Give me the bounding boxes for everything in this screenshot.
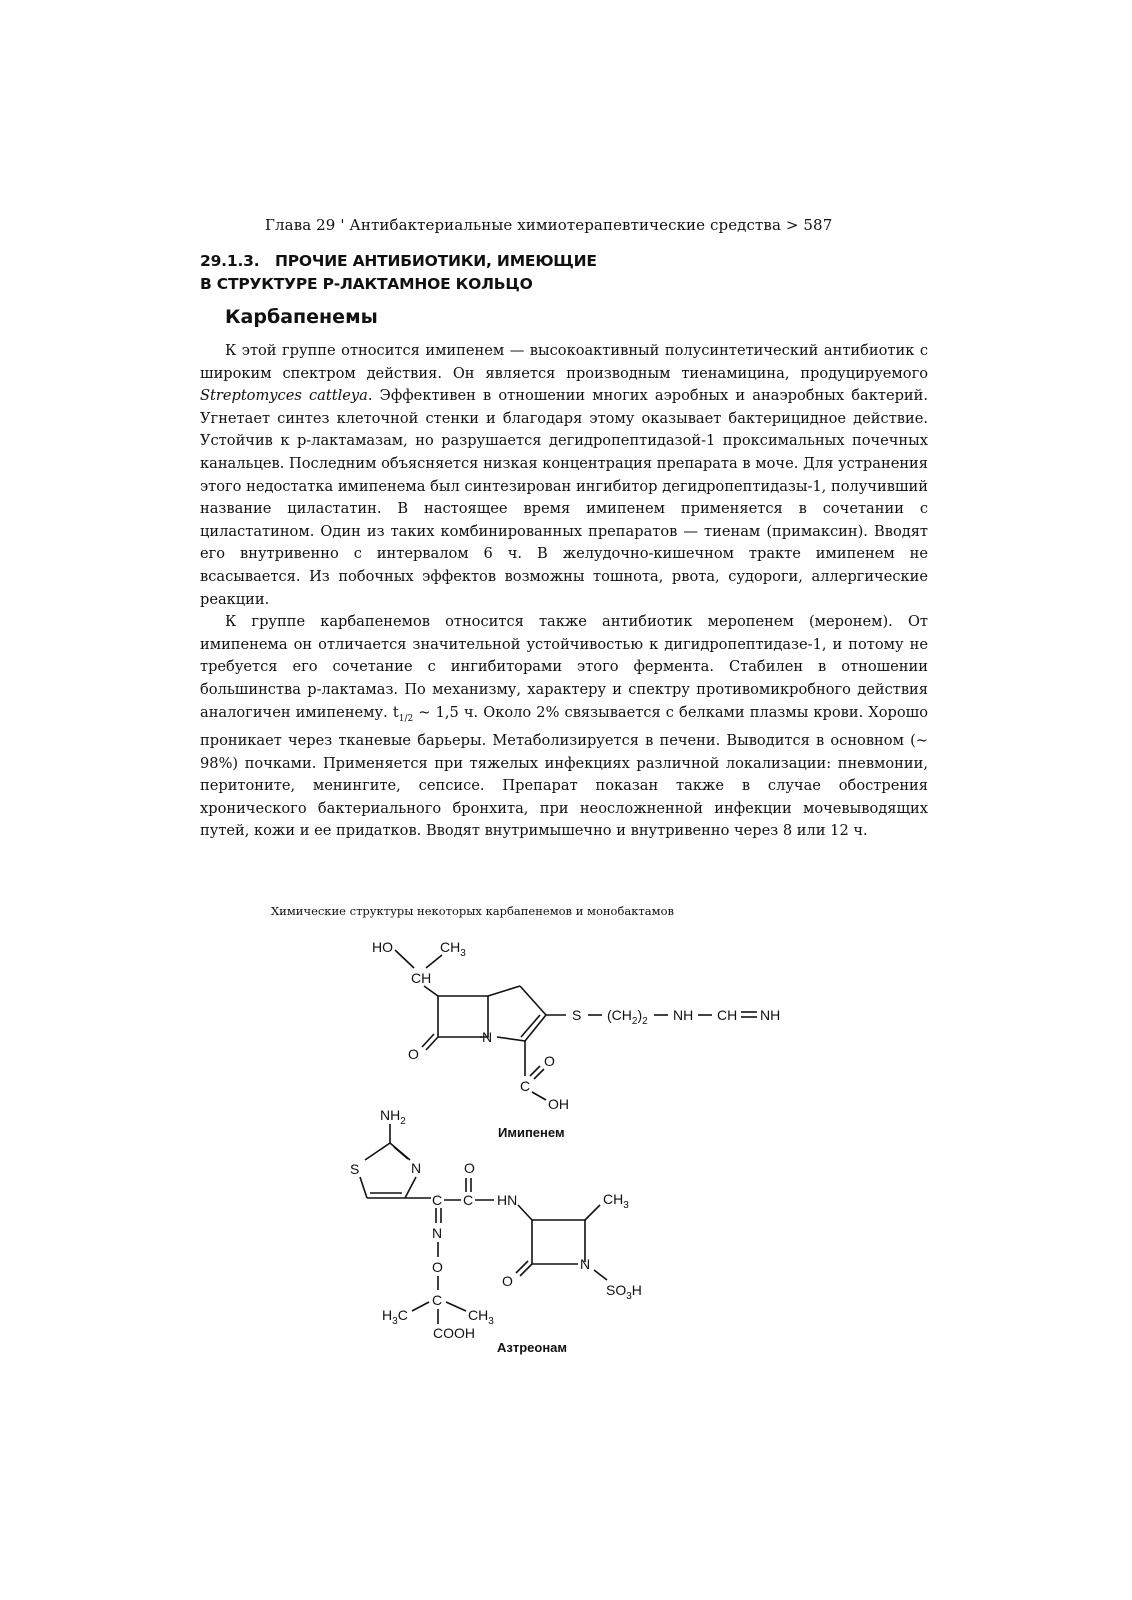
aztreonam-label-n-lactam: N [580, 1256, 591, 1272]
imipenem-label-nh-terminal: NH [760, 1007, 781, 1023]
aztreonam-name: Азтреонам [497, 1340, 568, 1355]
imipenem-structure [372, 939, 780, 1140]
aztreonam-label-n-thiazole: N [411, 1160, 422, 1176]
imipenem-label-o-ring: O [408, 1046, 419, 1062]
imipenem-name: Имипенем [498, 1125, 565, 1140]
bond [520, 1264, 532, 1276]
imipenem-label-oh: OH [548, 1096, 569, 1112]
aztreonam-label-c1: C [432, 1192, 443, 1208]
aztreonam-label-o-oxime: O [432, 1259, 443, 1275]
bond [365, 1143, 390, 1160]
paragraph-1-text-b: . Эффективен в отношении многих аэробных и анаэробных бактерий. Угнетает синтез клеточной стенки и благодаря этому оказывает бактерицидное действие. Устойчив к р-лактамазам, но разрушается дегидропептидазой-1 проксимальных почечных канальцев. Последним объясняется низкая концентрация препарата в моче. Для устранения этого недостатка имипенема был синтезирован ингибитор дегидропептидазы-1, получивший название циластатин. В настоящее время имипенем применяется в сочетании с циластатином. Один из таких комбинированных препаратов — тиенам (примаксин). Вводят его внутривенно с интервалом 6 ч. В желудочно-кишечном тракте имипенем не всасывается. Из побочных эффектов возможны тошнота, рвота, судороги, аллергические реакции. [200, 387, 929, 608]
aztreonam-label-hn: HN [497, 1192, 518, 1208]
half-life-subscript: 1/2 [398, 713, 414, 724]
aztreonam-label-c2: C [463, 1192, 474, 1208]
aztreonam-label-o-lactam: O [502, 1273, 513, 1289]
bond [532, 1092, 546, 1100]
bond [516, 1261, 528, 1273]
aztreonam-label-n-oxime: N [432, 1225, 443, 1241]
lactam-ring-top [438, 996, 488, 1037]
bond [518, 1205, 532, 1220]
aztreonam-label-h3c: $H_3C$ [382, 1307, 408, 1327]
imipenem-label-ch: CH [411, 970, 432, 986]
paragraph-2-text-a: К группе карбапенемов относится также антибиотик меропенем (меронем). От имипенема он отличается значительной устойчивостью к дигидропептидазе-1, и потому не требуется его сочетание с ингибиторами этого фермента. Стабилен в отношении большинства р-лактамаз. По механизму, характеру и спектру противомикробного действия аналогичен имипенему. [200, 613, 928, 721]
monobactam-ring-top [532, 1220, 585, 1262]
imipenem-label-ho: HO [372, 939, 393, 955]
aztreonam-label-o-top: O [464, 1160, 475, 1176]
bond [594, 1270, 607, 1280]
aztreonam-label-ch3-right: $CH_3$ [468, 1307, 494, 1327]
imipenem-label-ch-side: CH [717, 1007, 738, 1023]
bond [412, 1302, 429, 1311]
imipenem-label-ch2: $(CH_2)_2$ [607, 1007, 648, 1027]
bond [488, 986, 520, 996]
bond [424, 986, 438, 996]
bond [395, 950, 414, 968]
bond [585, 1205, 600, 1220]
bond [426, 955, 442, 968]
bond [422, 1034, 434, 1047]
section-heading-line-2: В СТРУКТУРЕ Р-ЛАКТАМНОЕ КОЛЬЦО [200, 275, 533, 293]
bond [520, 986, 546, 1015]
imipenem-label-nh: NH [673, 1007, 694, 1023]
imipenem-label-s: S [572, 1007, 582, 1023]
subheading: Карбапенемы [225, 306, 378, 328]
aztreonam-label-s: S [350, 1161, 360, 1177]
aztreonam-structure [350, 1107, 642, 1355]
bond [405, 1177, 416, 1198]
bond [394, 1147, 408, 1159]
aztreonam-label-ch3: $CH_3$ [603, 1191, 629, 1211]
bond [497, 1037, 525, 1041]
half-life-symbol: t [392, 703, 399, 721]
paragraph-1-text-a: К этой группе относится имипенем — высокоактивный полусинтетический антибиотик с широким спектром действия. Он является производным тиенамицина, продуцируемого [200, 342, 928, 382]
bond [360, 1177, 367, 1198]
imipenem-label-c-acid: C [520, 1078, 531, 1094]
aztreonam-label-so3h: $SO_3H$ [606, 1282, 642, 1302]
species-name: Streptomyces cattleya [200, 387, 368, 405]
bond [446, 1302, 466, 1311]
section-heading-line-1: 29.1.3. ПРОЧИЕ АНТИБИОТИКИ, ИМЕЮЩИЕ [200, 252, 597, 270]
paragraph-2-text-b: ~ 1,5 ч. Около 2% связывается с белками плазмы крови. Хорошо проникает через тканевые барьеры. Метаболизируется в печени. Выводится в основном (~ 98%) почками. Применяется при тяжелых инфекциях различной локализации: пневмонии, перитоните, менингите, сепсисе. Препарат показан также в случае обострения хронического бактериального бронхита, при неосложненной инфекции мочевыводящих путей, кожи и ее придатков. Вводят внутримышечно и внутривенно через 8 или 12 ч. [200, 703, 929, 840]
running-head: Глава 29 ' Антибактериальные химиотерапевтические средства > 587 [265, 216, 833, 234]
aztreonam-label-c-quat: C [432, 1292, 443, 1308]
imipenem-label-n: N [482, 1029, 493, 1045]
aztreonam-label-nh2: $NH_2$ [380, 1107, 406, 1127]
imipenem-label-o-acid: O [544, 1053, 555, 1069]
figure-caption: Химические структуры некоторых карбапенемов и монобактамов [271, 904, 674, 918]
bond [426, 1037, 438, 1050]
aztreonam-label-cooh: COOH [433, 1325, 475, 1341]
imipenem-label-ch3: $CH_3$ [440, 939, 466, 959]
